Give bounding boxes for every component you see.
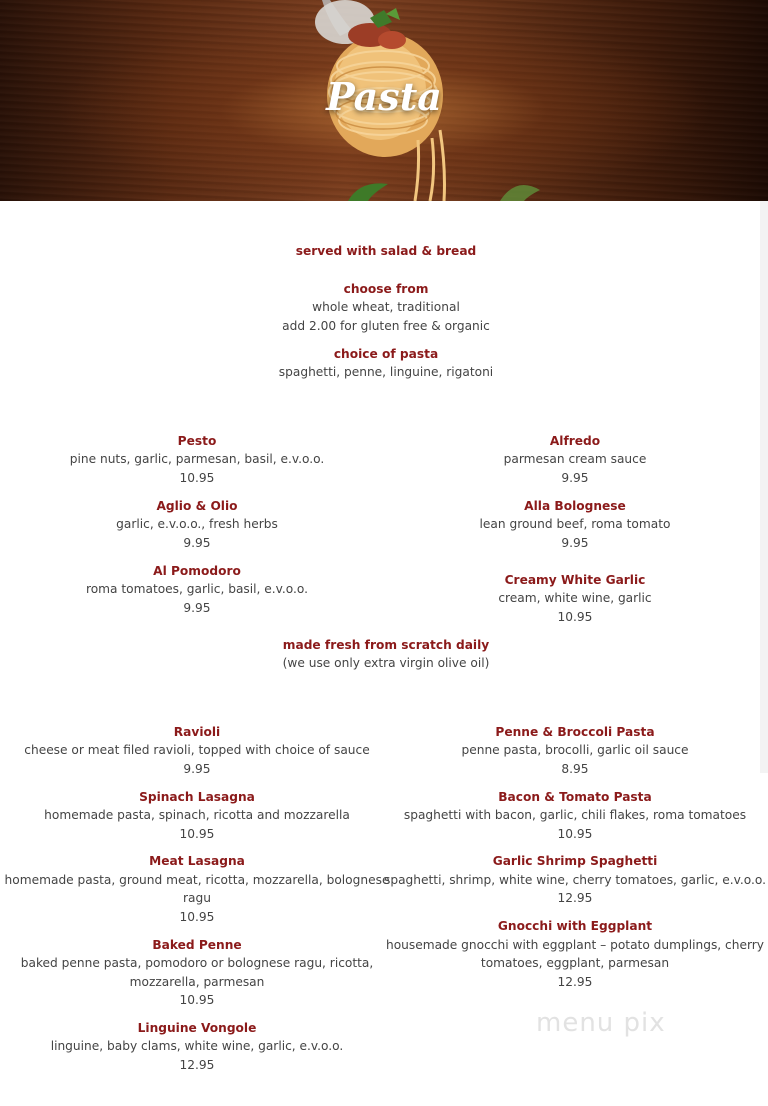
menu-item-name: Gnocchi with Eggplant <box>497 919 653 933</box>
menu-item-name: Linguine Vongole <box>137 1021 257 1035</box>
watermark-logo: menu pix <box>536 1008 666 1038</box>
menu-item-price: 10.95 <box>179 827 215 841</box>
served-with-note: served with salad & bread <box>295 244 477 258</box>
menu-item-description: homemade pasta, spinach, ricotta and mozzarella <box>44 808 350 822</box>
menu-item-description-cont: ragu <box>183 891 211 905</box>
menu-item-name: Baked Penne <box>152 938 242 952</box>
choice-of-pasta-heading: choice of pasta <box>333 347 439 361</box>
menu-item-name: Spinach Lasagna <box>139 790 255 804</box>
menu-item-description: cream, white wine, garlic <box>498 591 652 605</box>
menu-item-price: 10.95 <box>557 610 593 624</box>
menu-item-description: spaghetti, shrimp, white wine, cherry tomatoes, garlic, e.v.o.o. <box>384 873 766 887</box>
menu-item-description-cont: tomatoes, eggplant, parmesan <box>480 956 670 970</box>
menu-item-description: penne pasta, brocolli, garlic oil sauce <box>461 743 689 757</box>
menu-item-price: 10.95 <box>557 827 593 841</box>
menu-item-description: linguine, baby clams, white wine, garlic, e.v.o.o. <box>50 1039 344 1053</box>
menu-item-name: Garlic Shrimp Spaghetti <box>492 854 658 868</box>
page-title: Pasta <box>326 74 442 119</box>
olive-oil-note: (we use only extra virgin olive oil) <box>282 656 490 670</box>
menu-item-description-cont: mozzarella, parmesan <box>129 975 265 989</box>
choose-from-options: whole wheat, traditional <box>312 300 460 314</box>
menu-item-price: 12.95 <box>557 891 593 905</box>
menu-item-name: Penne & Broccoli Pasta <box>495 725 655 739</box>
menu-item-name: Pesto <box>177 434 217 448</box>
menu-item-description: housemade gnocchi with eggplant – potato dumplings, cherry <box>385 938 765 952</box>
menu-item-name: Aglio & Olio <box>156 499 238 513</box>
menu-item-price: 9.95 <box>561 471 589 485</box>
menu-item-price: 9.95 <box>183 601 211 615</box>
menu-item-price: 10.95 <box>179 471 215 485</box>
menu-item-description: lean ground beef, roma tomato <box>479 517 671 531</box>
menu-item-price: 9.95 <box>561 536 589 550</box>
menu-item-description: roma tomatoes, garlic, basil, e.v.o.o. <box>85 582 309 596</box>
menu-item-price: 8.95 <box>561 762 589 776</box>
menu-item-description: homemade pasta, ground meat, ricotta, mozzarella, bolognese <box>4 873 390 887</box>
hero-banner <box>0 0 768 201</box>
menu-item-price: 9.95 <box>183 536 211 550</box>
menu-item-description: spaghetti with bacon, garlic, chili flakes, roma tomatoes <box>403 808 747 822</box>
choose-from-heading: choose from <box>343 282 429 296</box>
menu-item-name: Alfredo <box>549 434 601 448</box>
menu-item-description: pine nuts, garlic, parmesan, basil, e.v.o.o. <box>69 452 325 466</box>
menu-item-description: garlic, e.v.o.o., fresh herbs <box>116 517 278 531</box>
menu-item-description: parmesan cream sauce <box>503 452 647 466</box>
menu-item-price: 9.95 <box>183 762 211 776</box>
menu-item-price: 10.95 <box>179 993 215 1007</box>
made-fresh-heading: made fresh from scratch daily <box>282 638 490 652</box>
menu-item-description: cheese or meat filed ravioli, topped with choice of sauce <box>24 743 370 757</box>
menu-item-price: 10.95 <box>179 910 215 924</box>
menu-item-price: 12.95 <box>179 1058 215 1072</box>
menu-item-name: Creamy White Garlic <box>504 573 646 587</box>
menu-item-description: baked penne pasta, pomodoro or bolognese ragu, ricotta, <box>20 956 374 970</box>
pasta-types: spaghetti, penne, linguine, rigatoni <box>278 365 494 379</box>
menu-item-name: Bacon & Tomato Pasta <box>498 790 652 804</box>
gluten-free-note: add 2.00 for gluten free & organic <box>282 319 490 333</box>
menu-item-name: Ravioli <box>173 725 221 739</box>
menu-item-name: Alla Bolognese <box>524 499 626 513</box>
menu-item-price: 12.95 <box>557 975 593 989</box>
menu-item-name: Al Pomodoro <box>153 564 241 578</box>
menu-item-name: Meat Lasagna <box>149 854 245 868</box>
